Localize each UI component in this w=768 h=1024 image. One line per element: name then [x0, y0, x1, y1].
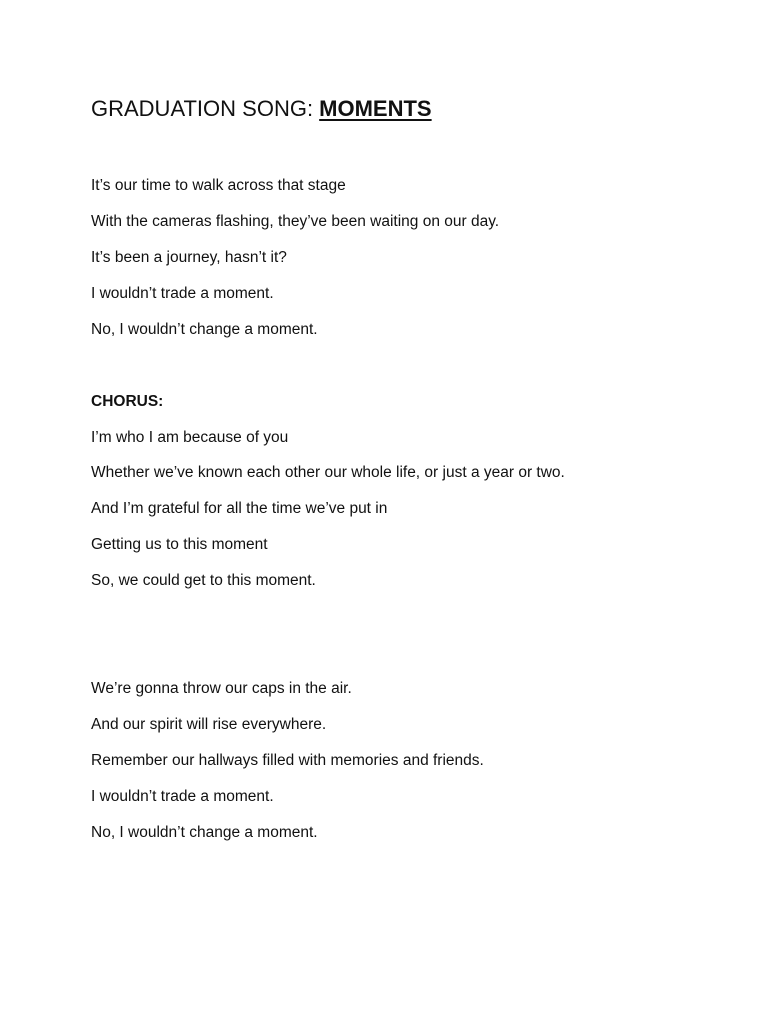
chorus-line-3: And I’m grateful for all the time we’ve put in [91, 500, 388, 517]
verse1-line-5: No, I wouldn’t change a moment. [91, 321, 318, 338]
verse1-line-3: It’s been a journey, hasn’t it? [91, 249, 287, 266]
verse2-line-1: We’re gonna throw our caps in the air. [91, 680, 352, 697]
verse2-line-3: Remember our hallways filled with memories and friends. [91, 752, 484, 769]
song-name: MOMENTS [319, 96, 432, 121]
page-title [91, 96, 432, 122]
verse1-line-1: It’s our time to walk across that stage [91, 177, 346, 194]
chorus-line-5: So, we could get to this moment. [91, 572, 316, 589]
verse1-line-2: With the cameras flashing, they’ve been waiting on our day. [91, 213, 500, 230]
chorus-line-4: Getting us to this moment [91, 536, 268, 553]
chorus-label: CHORUS: [91, 393, 164, 410]
chorus-line-1: I’m who I am because of you [91, 429, 289, 446]
chorus-line-2: Whether we’ve known each other our whole life, or just a year or two. [91, 464, 565, 481]
verse2-line-2: And our spirit will rise everywhere. [91, 716, 327, 733]
title-prefix: GRADUATION SONG: [91, 96, 320, 121]
verse2-line-4: I wouldn’t trade a moment. [91, 788, 274, 805]
verse2-line-5: No, I wouldn’t change a moment. [91, 824, 318, 841]
verse1-line-4: I wouldn’t trade a moment. [91, 285, 274, 302]
